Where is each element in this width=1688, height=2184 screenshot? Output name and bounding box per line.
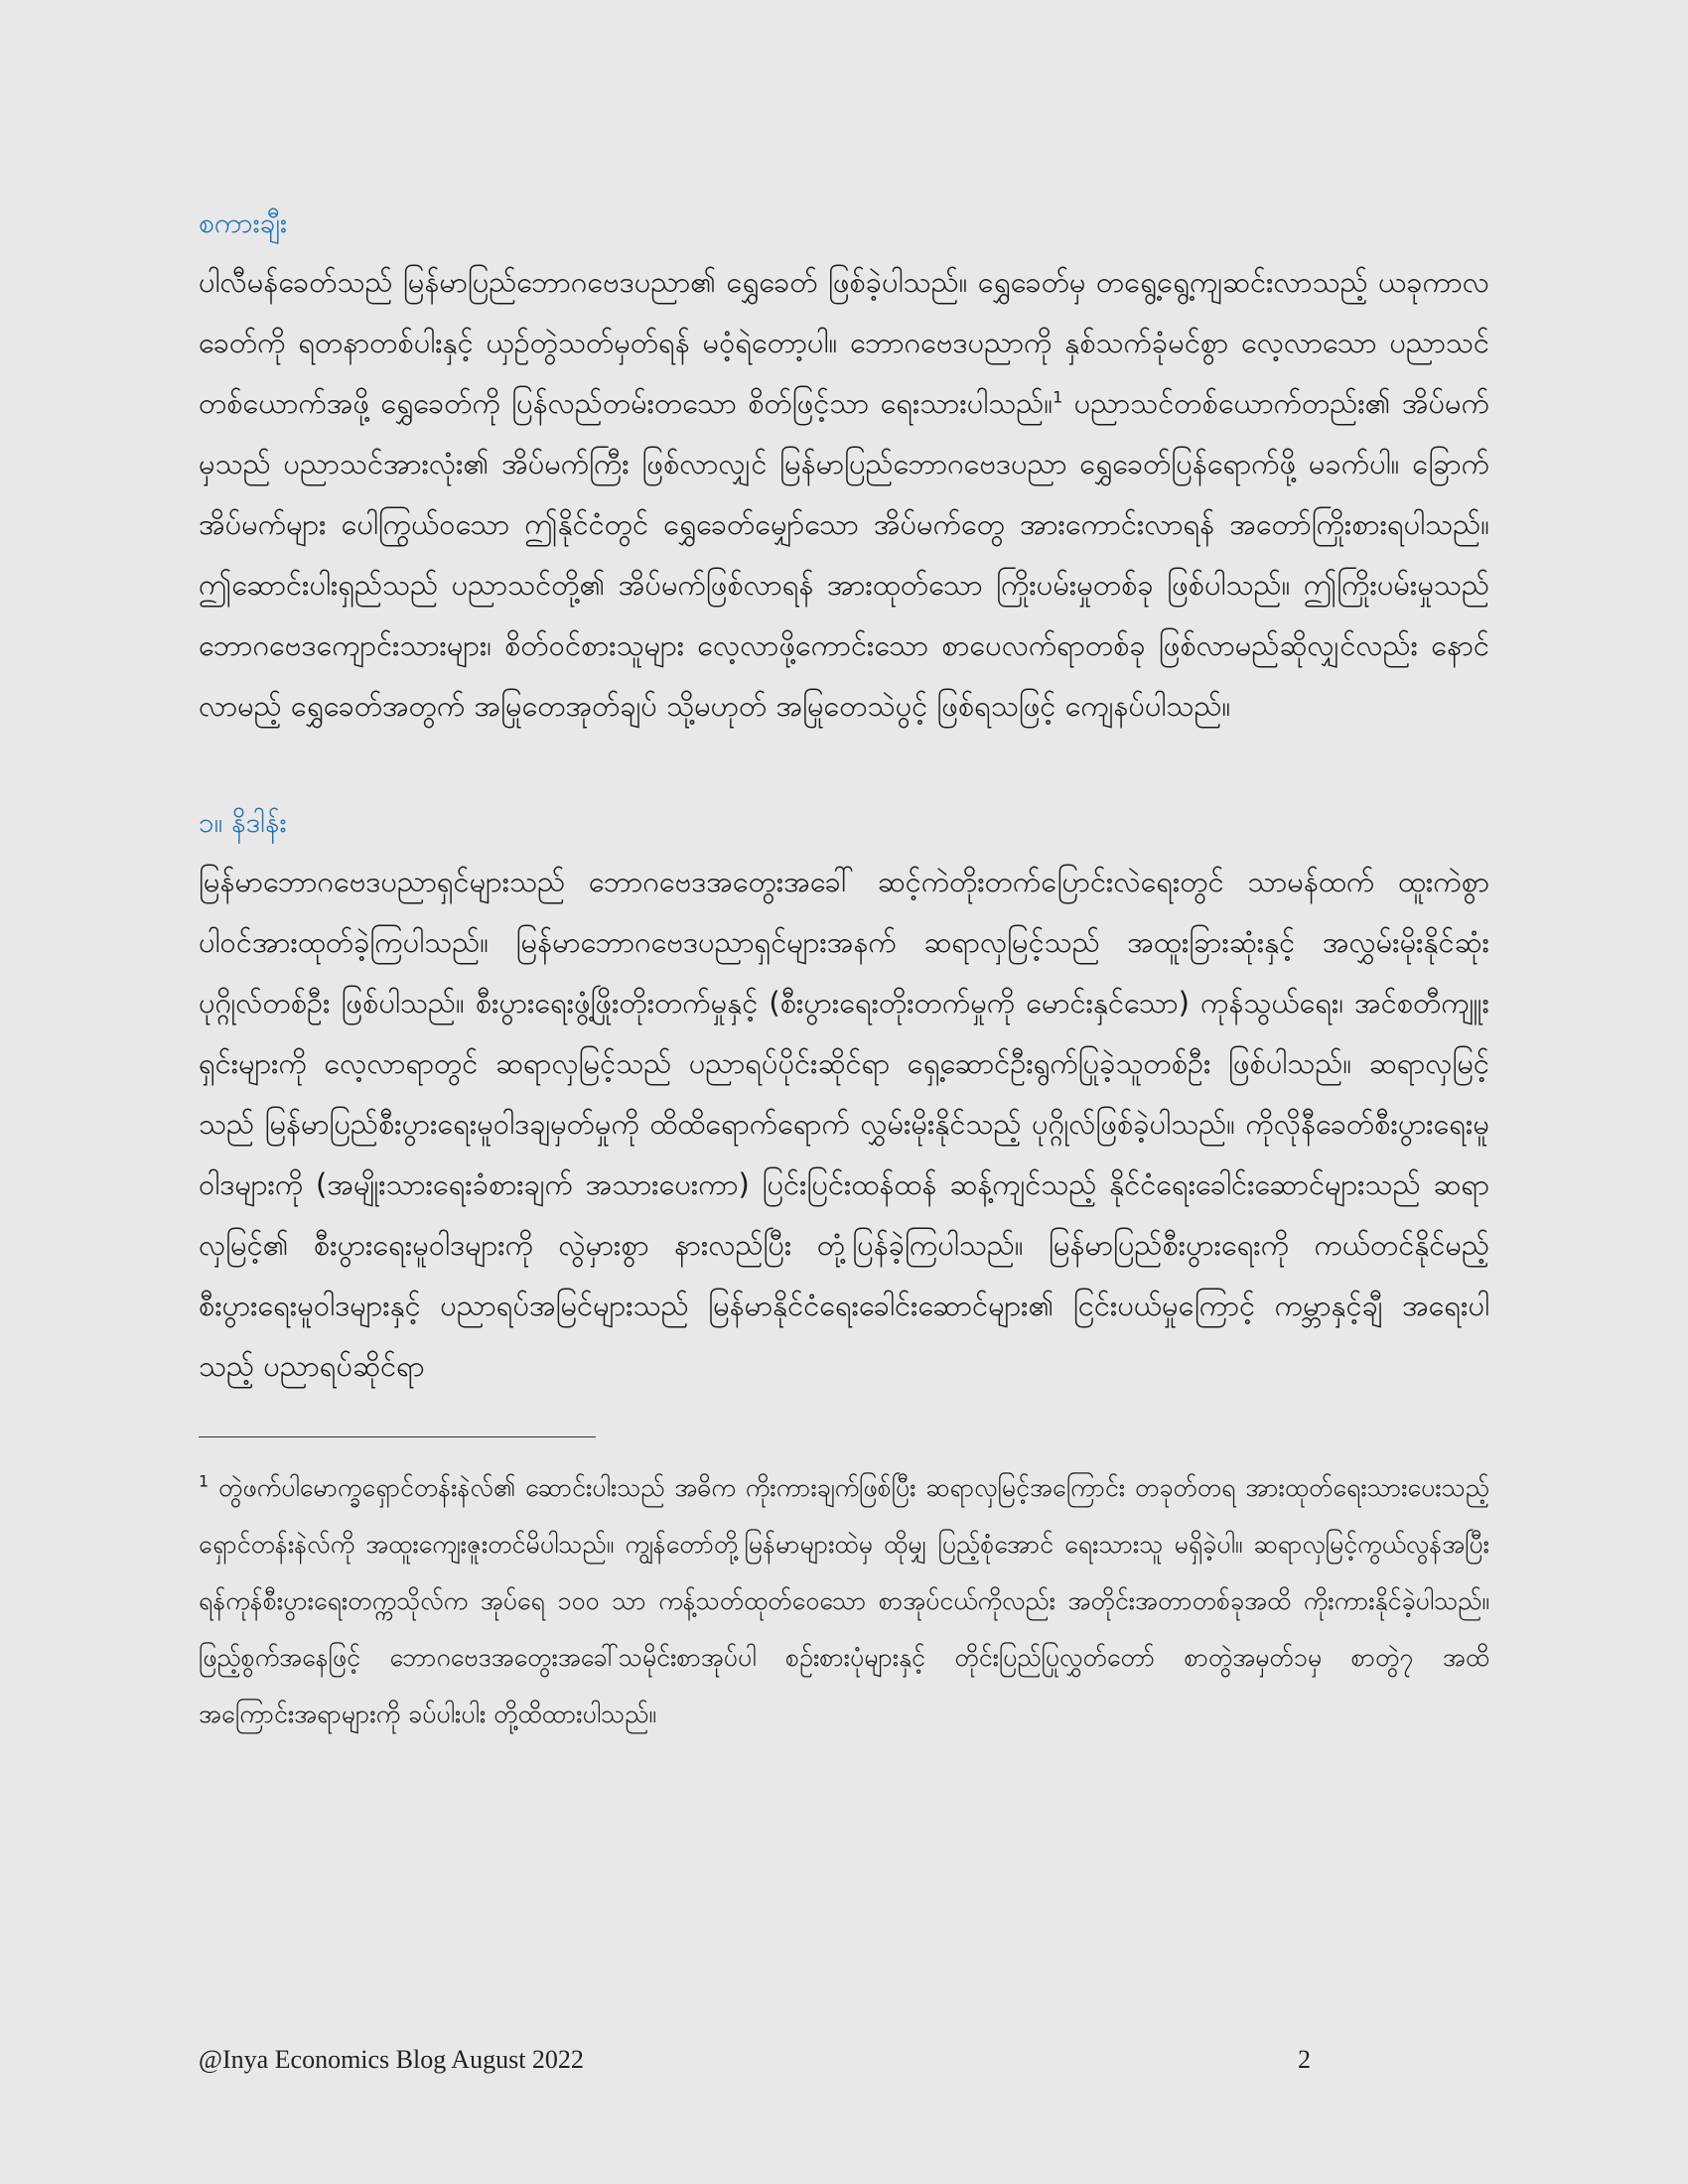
section1-heading: ၁။ နိဒါန်း	[199, 806, 287, 839]
section-spacer	[199, 737, 1489, 798]
intro-paragraph	[199, 252, 1489, 737]
footnote	[199, 1459, 1489, 1742]
footnote-divider	[199, 1436, 596, 1437]
page-content	[199, 199, 1489, 1742]
footnote-reference[interactable]: 1	[1053, 387, 1063, 407]
footnote-marker: 1	[199, 1471, 210, 1491]
section1-paragraph: မြန်မာဘောဂဗေဒပညာရှင်များသည် ဘောဂဗေဒအတွေးအခေါ် ဆင့်ကဲတိုးတက်ပြောင်းလဲရေးတွင် သာမန်ထက် ထူးကဲစွာ ပါဝင်အားထုတ်ခဲ့ကြပါသည်။ မြန်မာဘောဂဗေဒပညာရှင်များအနက် ဆရာလှမြင့်သည် အထူးခြားဆုံးနှင့် အလွှမ်းမိုးနိုင်ဆုံး ပုဂ္ဂိုလ်တစ်ဦး ဖြစ်ပါသည်။ စီးပွားရေးဖွံ့ဖြိုးတိုးတက်မှုနှင့် (စီးပွားရေးတိုးတက်မှုကို မောင်းနှင်သော) ကုန်သွယ်ရေး၊ အင်စတီကျူးရှင်းများကို လေ့လာရာတွင် ဆရာလှမြင့်သည် ပညာရပ်ပိုင်းဆိုင်ရာ ရှေ့ဆောင်ဦးရွက်ပြုခဲ့သူတစ်ဦး ဖြစ်ပါသည်။ ဆရာလှမြင့်သည် မြန်မာပြည်စီးပွားရေးမူဝါဒချမှတ်မှုကို ထိထိရောက်ရောက် လွှမ်းမိုးနိုင်သည့် ပုဂ္ဂိုလ်ဖြစ်ခဲ့ပါသည်။ ကိုလိုနီခေတ်စီးပွားရေးမူဝါဒများကို (အမျိုးသားရေးခံစားချက် အသားပေးကာ) ပြင်းပြင်းထန်ထန် ဆန့်ကျင်သည့် နိုင်ငံရေးခေါင်းဆောင်များသည် ဆရာလှမြင့်၏ စီးပွားရေးမူဝါဒများကို လွဲမှားစွာ နားလည်ပြီး တုံ့ပြန်ခဲ့ကြပါသည်။ မြန်မာပြည်စီးပွားရေးကို ကယ်တင်နိုင်မည့်စီးပွားရေးမူဝါဒများနှင့် ပညာရပ်အမြင်များသည် မြန်မာနိုင်ငံရေးခေါင်းဆောင်များ၏ ငြင်းပယ်မှုကြောင့် ကမ္ဘာနှင့်ချီ အရေးပါသည့် ပညာရပ်ဆိုင်ရာ	[199, 865, 1489, 1383]
intro-heading: စကားချီး	[199, 206, 288, 239]
intro-text-part1: ပါလီမန်ခေတ်သည် မြန်မာပြည်ဘောဂဗေဒပညာ၏ ရွှေခေတ် ဖြစ်ခဲ့ပါသည်။ ရွှေခေတ်မှ တရွေ့ရွေ့ကျဆင်းလာသည့် ယခုကာလခေတ်ကို ရတနာတစ်ပါးနှင့် ယှဉ်တွဲသတ်မှတ်ရန် မဝံ့ရဲတော့ပါ။ ဘောဂဗေဒပညာကို နှစ်သက်ခုံမင်စွာ လေ့လာသော ပညာသင်တစ်ယောက်အဖို့ ရွှေခေတ်ကို ပြန်လည်တမ်းတသော စိတ်ဖြင့်သာ ရေးသားပါသည်။	[199, 265, 1489, 420]
footnote-text: တွဲဖက်ပါမောက္ခရှောင်တန်းနဲလ်၏ ဆောင်းပါးသည် အဓိက ကိုးကားချက်ဖြစ်ပြီး ဆရာလှမြင့်အကြောင်း တခုတ်တရ အားထုတ်ရေးသားပေးသည့် ရှောင်တန်းနဲလ်ကို အထူးကျေးဇူးတင်မိပါသည်။ ကျွန်တော်တို့မြန်မာများထဲမှ ထိုမျှ ပြည့်စုံအောင် ရေးသားသူ မရှိခဲ့ပါ။ ဆရာလှမြင့်ကွယ်လွန်အပြီး ရန်ကုန်စီးပွားရေးတက္ကသိုလ်က အုပ်ရေ ၁၀၀ သာ ကန့်သတ်ထုတ်ဝေသော စာအုပ်ငယ်ကိုလည်း အတိုင်းအတာတစ်ခုအထိ ကိုးကားနိုင်ခဲ့ပါသည်။ ဖြည့်စွက်အနေဖြင့် ဘောဂဗေဒအတွေးအခေါ်သမိုင်းစာအုပ်ပါ စဉ်းစားပုံများနှင့် တိုင်းပြည်ပြုလွှတ်တော် စာတွဲအမှတ်၁မှ စာတွဲ၇ အထိ အကြောင်းအရာများကို ခပ်ပါးပါး တို့ထိထားပါသည်။	[199, 1473, 1489, 1728]
footer-source: @Inya Economics Blog August 2022	[199, 2045, 584, 2074]
page-number: 2	[1298, 2045, 1311, 2074]
intro-text-part2: ပညာသင်တစ်ယောက်တည်း၏ အိပ်မက်မှသည် ပညာသင်အားလုံး၏ အိပ်မက်ကြီး ဖြစ်လာလျှင် မြန်မာပြည်ဘောဂဗေဒပညာ ရွှေခေတ်ပြန်ရောက်ဖို့ မခက်ပါ။ ခြောက်အိပ်မက်များ ပေါကြွယ်ဝသော ဤနိုင်ငံတွင် ရွှေခေတ်မျှော်သော အိပ်မက်တွေ အားကောင်းလာရန် အတော်ကြိုးစားရပါသည်။ ဤဆောင်းပါးရှည်သည် ပညာသင်တို့၏ အိပ်မက်ဖြစ်လာရန် အားထုတ်သော ကြိုးပမ်းမှုတစ်ခု ဖြစ်ပါသည်။ ဤကြိုးပမ်းမှုသည် ဘောဂဗေဒကျောင်းသားများ၊ စိတ်ဝင်စားသူများ လေ့လာဖို့ကောင်းသော စာပေလက်ရာတစ်ခု ဖြစ်လာမည်ဆိုလျှင်လည်း နောင်လာမည့် ရွှေခေတ်အတွက် အမြုတေအုတ်ချပ် သို့မဟုတ် အမြုတေသဲပွင့် ဖြစ်ရသဖြင့် ကျေနပ်ပါသည်။	[199, 386, 1489, 723]
